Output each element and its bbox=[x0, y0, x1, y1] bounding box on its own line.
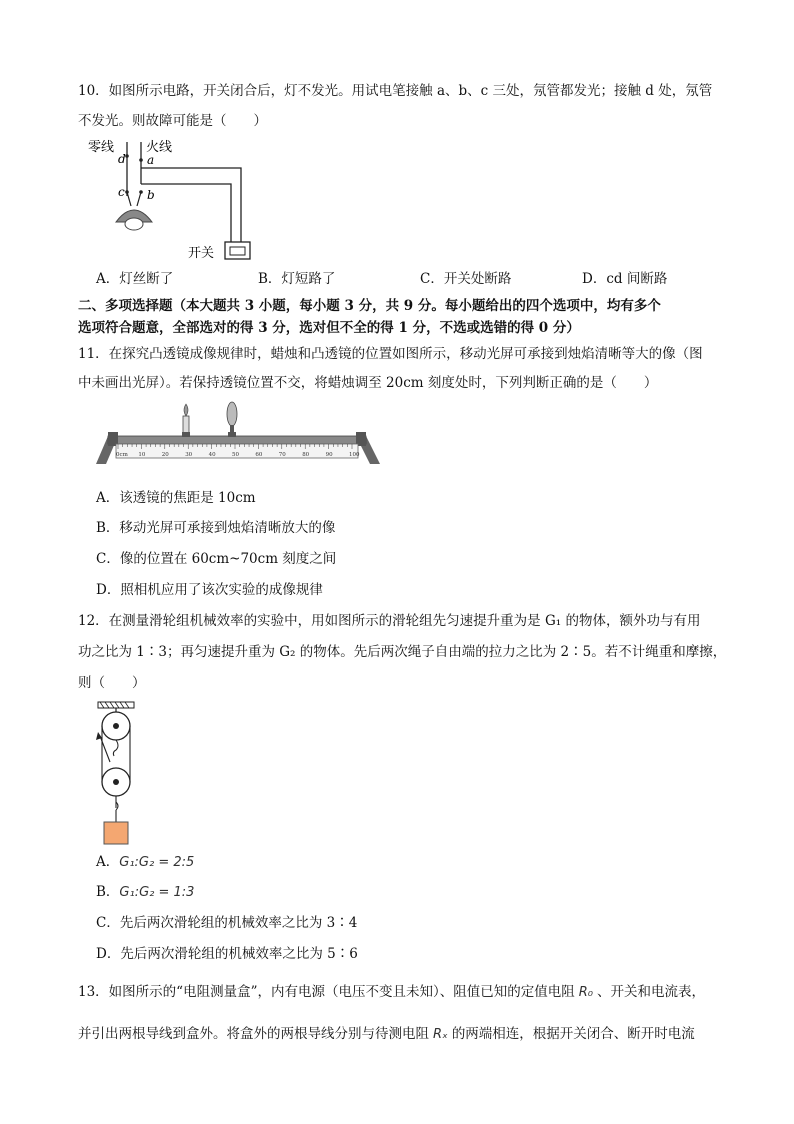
scale-label: 10 bbox=[138, 452, 146, 458]
section2-heading-line2: 选项符合题意，全部选对的得 3 分，选对但不全的得 1 分，不选或选错的得 0 分） bbox=[78, 320, 580, 336]
q11-stem-line2: 中未画出光屏）。若保持透镜位置不交，将蜡烛调至 20cm 刻度处时，下列判断正确的是（ ） bbox=[78, 375, 658, 391]
scale-label: 20 bbox=[161, 452, 169, 458]
q10-stem-line1: 10．如图所示电路，开关闭合后，灯不发光。用试电笔接触 a、b、c 三处，氖管都发光；接触 d 处，氖管 bbox=[78, 83, 713, 99]
lamp-bulb-icon bbox=[125, 218, 143, 230]
q11-option-d: D．照相机应用了该次实验的成像规律 bbox=[96, 582, 323, 598]
q12-option-a-math: G₁:G₂ = 2:5 bbox=[119, 855, 195, 870]
scale-label: 70 bbox=[278, 452, 286, 458]
q10-option-d: D．cd 间断路 bbox=[582, 271, 668, 287]
point-c-label: c bbox=[118, 185, 125, 199]
q12-stem-line1: 12．在测量滑轮组机械效率的实验中，用如图所示的滑轮组先匀速提升重为是 G₁ 的物体，额外功与有用 bbox=[78, 613, 701, 629]
convex-lens-icon bbox=[227, 402, 237, 426]
scale-label: 90 bbox=[325, 452, 333, 458]
point-b-label: b bbox=[147, 188, 155, 202]
q12-option-b: B．G₁:G₂ = 1:3 bbox=[96, 884, 195, 900]
candle-icon bbox=[183, 416, 189, 434]
r0-symbol: R₀ bbox=[578, 985, 593, 1000]
q12-option-c: C．先后两次滑轮组的机械效率之比为 3∶4 bbox=[96, 915, 358, 931]
q10-option-c: C．开关处断路 bbox=[420, 271, 512, 287]
q11-optical-bench-figure bbox=[94, 400, 384, 470]
q12-option-a: A．G₁:G₂ = 2:5 bbox=[96, 854, 195, 870]
live-wire-label: 火线 bbox=[146, 140, 173, 155]
q12-stem-line3: 则（ ） bbox=[78, 675, 146, 691]
q11-option-c: C．像的位置在 60cm~70cm 刻度之间 bbox=[96, 551, 337, 567]
scale-label: 60 bbox=[255, 452, 263, 458]
scale-label: 80 bbox=[302, 452, 310, 458]
q11-option-b: B．移动光屏可承接到烛焰清晰放大的像 bbox=[96, 520, 336, 536]
q10-circuit-figure bbox=[84, 136, 294, 266]
q12-option-b-math: G₁:G₂ = 1:3 bbox=[119, 885, 195, 900]
point-a-label: a bbox=[147, 153, 155, 167]
scale-label: 40 bbox=[208, 452, 216, 458]
rx-symbol: Rₓ bbox=[433, 1027, 448, 1042]
scale-label: 100 bbox=[349, 452, 360, 458]
scale-label: 50 bbox=[232, 452, 239, 458]
section2-heading-line1: 二、多项选择题（本大题共 3 小题，每小题 3 分，共 9 分。每小题给出的四个选项中，均有多个 bbox=[78, 298, 661, 314]
q12-pulley-figure bbox=[92, 698, 142, 846]
q10-option-b: B．灯短路了 bbox=[258, 271, 336, 287]
q10-option-a: A．灯丝断了 bbox=[96, 271, 174, 287]
neutral-wire-label: 零线 bbox=[88, 140, 115, 155]
scale-label: 0cm bbox=[116, 452, 128, 458]
q11-stem-line1: 11．在探究凸透镜成像规律时，蜡烛和凸透镜的位置如图所示，移动光屏可承接到烛焰清晰等大的像（图 bbox=[78, 346, 703, 362]
weight-block-icon bbox=[104, 822, 128, 844]
q13-stem-line1: 13．如图所示的“电阻测量盒”，内有电源（电压不变且未知）、阻值已知的定值电阻 R₀ 、开关和电流表， bbox=[78, 984, 705, 1000]
point-d-label: d bbox=[118, 152, 126, 166]
q10-stem-line2: 不发光。则故障可能是（ ） bbox=[78, 113, 267, 129]
flame-icon bbox=[184, 404, 188, 416]
q13-stem-line2: 并引出两根导线到盒外。将盒外的两根导线分别与待测电阻 Rₓ 的两端相连，根据开关闭合、断开时电流 bbox=[78, 1026, 695, 1042]
q12-stem-line2: 功之比为 1∶3；再匀速提升重为 G₂ 的物体。先后两次绳子自由端的拉力之比为 2∶5。若不计绳重和摩擦， bbox=[78, 644, 727, 660]
switch-label: 开关 bbox=[188, 246, 215, 261]
q11-option-a: A．该透镜的焦距是 10cm bbox=[96, 490, 256, 506]
q12-option-d: D．先后两次滑轮组的机械效率之比为 5∶6 bbox=[96, 946, 358, 962]
scale-label: 30 bbox=[185, 452, 193, 458]
